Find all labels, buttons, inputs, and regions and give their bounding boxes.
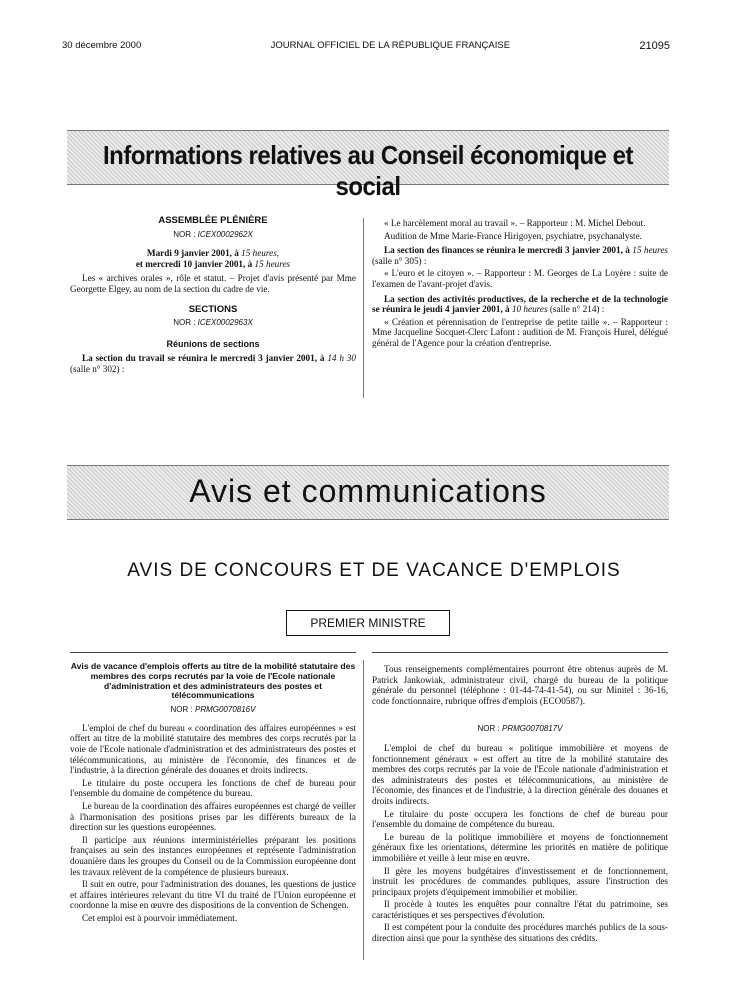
avis-left-column bbox=[70, 662, 356, 925]
assembly-nor: NOR : ICEX0002962X bbox=[173, 229, 253, 239]
sections-subheading: Réunions de sections bbox=[166, 338, 260, 349]
avis-right-p5: Il procède à toutes les enquêtes pour connaître l'état du patrimoine, ses caractéristiques et ses perspectives d'évolution. bbox=[372, 899, 668, 920]
ces-right-column bbox=[372, 218, 668, 351]
avis-title: Avis de vacance d'emplois offerts au titre de la mobilité statutaire des membres des corps recrutés par la voie de l'Ecole nationale d'administration et des administrateurs des postes et télécommunications bbox=[70, 661, 356, 701]
ces-left-column bbox=[70, 216, 356, 377]
banner-title: Informations relatives au Conseil économique et social bbox=[102, 140, 634, 201]
section-title: AVIS DE CONCOURS ET DE VACANCE D'EMPLOIS bbox=[127, 560, 621, 581]
section-banner-ces bbox=[67, 130, 669, 201]
column-divider bbox=[363, 660, 364, 960]
sections-heading: SECTIONS bbox=[188, 303, 238, 315]
running-header bbox=[62, 40, 670, 52]
assembly-body: Les « archives orales », rôle et statut. – Projet d'avis présenté par Mme Georgette Elgey, au nom de la section du cadre de vie. bbox=[70, 273, 356, 294]
avis-right-p3: Le bureau de la politique immobilière et moyens de fonctionnement généraux fixe les orientations, détermine les priorités en matière de politique immobilière et veille à leur mise en œuvre. bbox=[372, 831, 668, 863]
avis-left-p1: L'emploi de chef du bureau « coordination des affaires européennes » est offert au titre de la mobilité statutaire des membres des corps recrutés par la voie de l'Ecole nationale d'administration et des administrateurs des postes et télécommunications, au ministère de l'économie, des finances et de l'industrie, à la direction générale des douanes et droits indirects. bbox=[70, 722, 356, 776]
column-divider bbox=[363, 218, 364, 398]
avis-right-column bbox=[372, 664, 668, 946]
avis-nor-2: NOR : PRMG0070817V bbox=[477, 724, 563, 734]
avis-right-p4: Il gère les moyens budgétaires d'investissement et de fonctionnement, instruit les procédures de commandes publiques, assure l'instruction des principaux projets d'équipement immobilier et mobilier. bbox=[372, 865, 668, 897]
ces-right-p3: La section des finances se réunira le mercredi 3 janvier 2001, à 15 heures (salle n° 305) : bbox=[372, 245, 669, 266]
ministry-box: PREMIER MINISTRE bbox=[286, 610, 450, 636]
avis-left-p3: Le bureau de la coordination des affaires européennes est chargé de veiller à l'harmonisation des positions prises par les différents bureaux de la direction sur les questions européennes. bbox=[70, 800, 356, 833]
avis-left-p6: Cet emploi est à pourvoir immédiatement. bbox=[82, 912, 238, 923]
avis-left-p5: Il suit en outre, pour l'administration des douanes, les questions de justice et affaires intérieures relevant du titre VI du traité de l'Union européenne et coordonne la mise en œuvre des dispositions de la convention de Schengen. bbox=[70, 879, 356, 911]
assembly-heading: ASSEMBLÉE PLÉNIÈRE bbox=[158, 215, 268, 226]
ces-right-p5: La section des activités productives, de la recherche et de la technologie se réunira le jeudi 4 janvier 2001, à 10 heures (salle n° 214) : bbox=[372, 293, 668, 315]
rule-right bbox=[372, 652, 668, 653]
banner-title: Avis et communications bbox=[189, 473, 547, 509]
avis-right-p6: Il est compétent pour la conduite des procédures marchés publics de la sous-direction ainsi que pour la synthèse des situations des crédits. bbox=[372, 922, 668, 944]
avis-nor: NOR : PRMG0070816V bbox=[170, 705, 256, 715]
assembly-date-1: Mardi 9 janvier 2001, à 15 heures, bbox=[146, 248, 280, 259]
avis-right-p1: L'emploi de chef du bureau « politique immobilière et moyens de fonctionnement généraux » est offert au titre de la mobilité statutaire des membres des corps recrutés par la voie de l'Ecole nationale d'administration et des administrateurs des postes et télécommunications, au ministère de l'économie, des finances et de l'industrie, à la direction générale des douanes et droits indirects. bbox=[372, 742, 668, 806]
travail-paragraph: La section du travail se réunira le mercredi 3 janvier 2001, à 14 h 30 (salle n° 302) : bbox=[70, 353, 356, 374]
avis-left-p4: Il participe aux réunions interministérielles préparant les positions françaises au sein des instances européennes et représente l'administration douanière dans les groupes du Conseil ou de la Commission européenne dont les travaux relèvent de la compétence de plusieurs bureaux. bbox=[70, 834, 356, 877]
sections-nor: NOR : ICEX0002963X bbox=[173, 318, 253, 328]
header-page-number: 21095 bbox=[639, 40, 670, 52]
ces-right-p6: « Création et pérennisation de l'entreprise de petite taille ». – Rapporteur : Mme Jacqueline Socquet-Clerc Lafont : audition de M. François Hurel, délégué général de l'Agence pour la création d'entreprise. bbox=[372, 316, 668, 348]
avis-left-p2: Le titulaire du poste occupera les fonctions de chef de bureau pour l'ensemble du domaine de compétence du bureau. bbox=[70, 777, 356, 799]
rule-left bbox=[70, 652, 356, 653]
avis-right-intro: Tous renseignements complémentaires pourront être obtenus auprès de M. Patrick Jankowiak, administrateur civil, chargé du bureau de la politique générale du personnel (téléphone : 01-44-74-41-54), ou sur Minitel : 36-16, code fonctionnaire, rubrique offres d'emplois (ECO0587). bbox=[372, 664, 668, 706]
assembly-date-2: et mercredi 10 janvier 2001, à 15 heures bbox=[135, 258, 291, 269]
ces-right-p2: Audition de Mme Marie-France Hirigoyen, psychiatre, psychanalyste. bbox=[384, 230, 642, 241]
header-date: 30 décembre 2000 bbox=[62, 40, 142, 51]
section-banner-avis bbox=[67, 465, 669, 520]
header-journal: JOURNAL OFFICIEL DE LA RÉPUBLIQUE FRANÇAISE bbox=[270, 40, 511, 51]
ces-right-p1: « Le harcèlement moral au travail ». – Rapporteur : M. Michel Debout. bbox=[384, 218, 646, 228]
avis-right-p2: Le titulaire du poste occupera les fonctions de chef de bureau pour l'ensemble du domaine de compétence du bureau. bbox=[372, 808, 668, 830]
ces-right-p4: « L'euro et le citoyen ». – Rapporteur : M. Georges de La Loyère : suite de l'examen de l'avant-projet d'avis. bbox=[372, 268, 668, 289]
